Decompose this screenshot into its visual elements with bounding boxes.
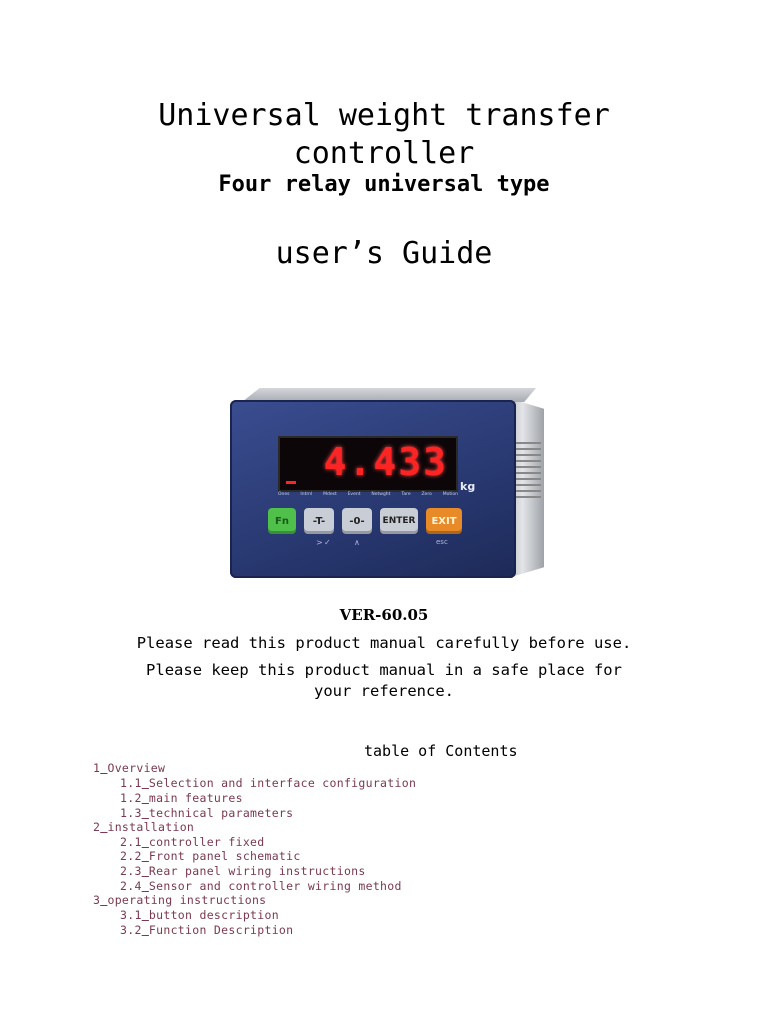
toc-number: 2.3 bbox=[120, 864, 142, 878]
toc-link-3-2[interactable] bbox=[120, 923, 293, 937]
toc-text: operating instructions bbox=[107, 893, 267, 907]
toc-link-3-1[interactable] bbox=[120, 908, 279, 922]
toc-number: 2 bbox=[93, 820, 101, 834]
weight-display bbox=[278, 436, 458, 492]
toc-text: main features bbox=[148, 791, 243, 805]
indicator-label: Netwght bbox=[371, 492, 391, 497]
fn-button: Fn bbox=[268, 508, 296, 534]
display-minus-segment bbox=[286, 481, 296, 484]
toc-number: 1.2 bbox=[120, 791, 142, 805]
toc-link-1-3[interactable] bbox=[120, 806, 293, 820]
indicator-label: Zero bbox=[421, 492, 432, 497]
toc-number: 2.1 bbox=[120, 835, 142, 849]
exit-sub-label: esc bbox=[436, 538, 448, 546]
notice-line-3: your reference. bbox=[314, 682, 454, 700]
toc-link-1-1[interactable] bbox=[120, 776, 416, 790]
title-line-1: Universal weight transfer bbox=[158, 98, 610, 133]
toc-text: Overview bbox=[107, 761, 166, 775]
toc-number: 1.1 bbox=[120, 776, 142, 790]
version-label: VER-60.05 bbox=[339, 606, 429, 624]
toc-link-1[interactable] bbox=[93, 761, 165, 775]
toc-text: technical parameters bbox=[148, 806, 294, 820]
toc-title: table of Contents bbox=[364, 742, 518, 760]
subtitle: Four relay universal type bbox=[218, 172, 550, 197]
toc-number: 1.3 bbox=[120, 806, 142, 820]
notice-line-1: Please read this product manual carefully before use. bbox=[136, 634, 632, 652]
device-vent-lines bbox=[513, 442, 541, 502]
toc-link-3[interactable] bbox=[93, 893, 266, 907]
check-icon: ✓ bbox=[324, 538, 331, 547]
zero-button: -0- bbox=[342, 508, 372, 534]
toc-text: Rear panel wiring instructions bbox=[148, 864, 366, 878]
toc-link-2-3[interactable] bbox=[120, 864, 366, 878]
enter-button: ENTER bbox=[380, 508, 418, 534]
indicator-label: Event bbox=[347, 492, 361, 497]
device-front-panel bbox=[230, 400, 516, 578]
display-unit: kg bbox=[460, 480, 476, 493]
toc-text: Selection and interface configuration bbox=[148, 776, 417, 790]
controller-device-image bbox=[226, 388, 548, 584]
toc-link-2[interactable] bbox=[93, 820, 194, 834]
indicator-labels bbox=[278, 492, 458, 497]
indicator-label: Motion bbox=[442, 492, 458, 497]
notice-line-2: Please keep this product manual in a safe place for bbox=[146, 661, 622, 679]
indicator-label: Mdest bbox=[323, 492, 337, 497]
toc-number: 3 bbox=[93, 893, 101, 907]
toc-number: 3.2 bbox=[120, 923, 142, 937]
indicator-label: Intrnl bbox=[300, 492, 313, 497]
toc-text: button description bbox=[148, 908, 279, 922]
indicator-label: Tare bbox=[401, 492, 411, 497]
toc-number: 1 bbox=[93, 761, 101, 775]
indicator-label: Ones bbox=[278, 492, 290, 497]
title-line-2: controller bbox=[293, 136, 475, 171]
toc-link-2-1[interactable] bbox=[120, 835, 264, 849]
exit-button: EXIT bbox=[426, 508, 462, 534]
toc-number: 3.1 bbox=[120, 908, 142, 922]
toc-text: controller fixed bbox=[148, 835, 265, 849]
toc-text: Sensor and controller wiring method bbox=[148, 879, 402, 893]
right-arrow-icon: > bbox=[316, 538, 323, 547]
guide-title: user’s Guide bbox=[275, 236, 493, 271]
up-arrow-icon: ∧ bbox=[354, 538, 360, 547]
toc-link-1-2[interactable] bbox=[120, 791, 243, 805]
toc-number: 2.2 bbox=[120, 849, 142, 863]
toc-text: Front panel schematic bbox=[148, 849, 301, 863]
toc-number: 2.4 bbox=[120, 879, 142, 893]
display-value: 4.433 bbox=[323, 440, 448, 484]
tare-button: -T- bbox=[304, 508, 334, 534]
toc-text: installation bbox=[107, 820, 195, 834]
toc-link-2-4[interactable] bbox=[120, 879, 402, 893]
toc-text: Function Description bbox=[148, 923, 294, 937]
toc-link-2-2[interactable] bbox=[120, 849, 301, 863]
